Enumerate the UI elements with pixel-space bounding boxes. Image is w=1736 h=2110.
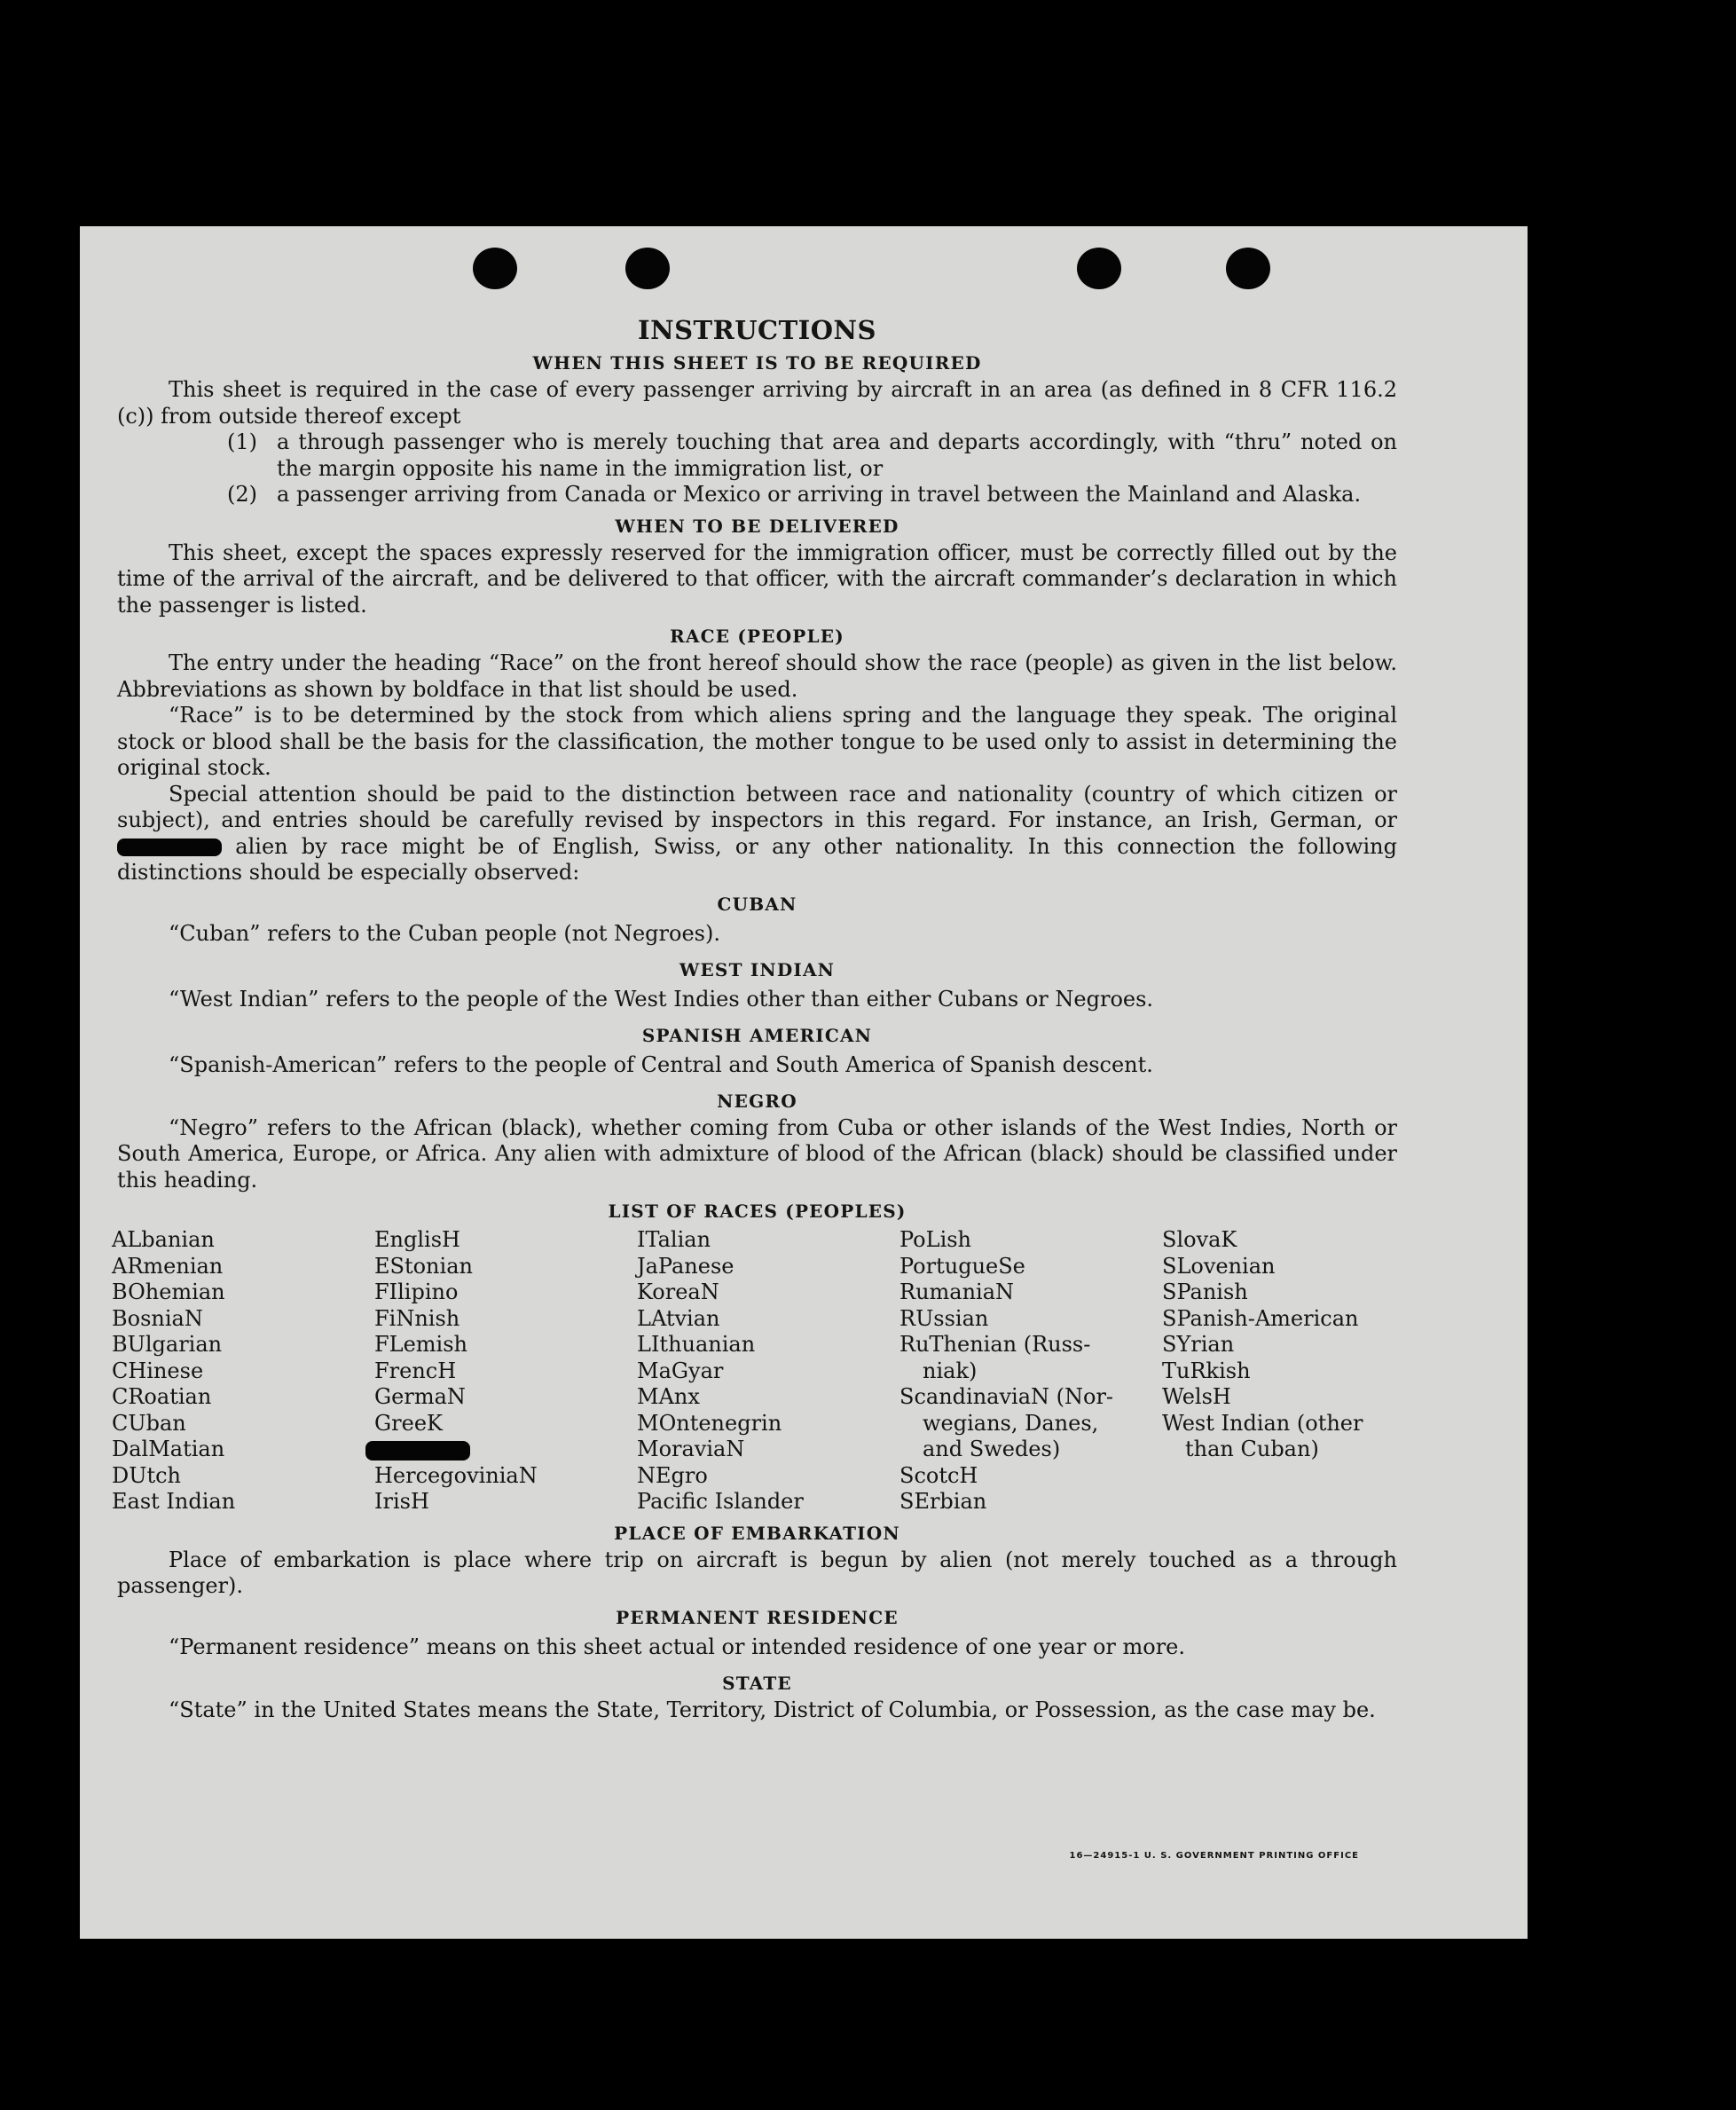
race-entry: LAtvian xyxy=(637,1305,720,1331)
race-entry: MAnx xyxy=(637,1384,700,1409)
exception-text: a through passenger who is merely touching that area and departs accordingly, with “thru” noted on the margin opposite his name in the immigration list, or xyxy=(277,429,1397,481)
race-entry: BosniaN xyxy=(112,1305,203,1331)
when-required-intro: This sheet is required in the case of every passenger arriving by aircraft in an area (as defined in 8 CFR 116.2 (c)) from outside thereof except xyxy=(117,377,1397,429)
races-grid xyxy=(112,1227,1397,1516)
heading-permanent-residence: PERMANENT RESIDENCE xyxy=(616,1606,899,1628)
race-entry: BUlgarian xyxy=(112,1332,223,1357)
redaction-mark xyxy=(365,1441,470,1460)
race-entry: SlovaK xyxy=(1162,1227,1237,1252)
races-column xyxy=(899,1227,1162,1516)
cuban-definition: “Cuban” refers to the Cuban people (not Negroes). xyxy=(169,920,720,946)
heading-state: STATE xyxy=(722,1672,792,1694)
heading-negro: NEGRO xyxy=(717,1090,797,1112)
race-entry-continuation: niak) xyxy=(923,1358,978,1383)
race-entry: SPanish-American xyxy=(1162,1305,1359,1331)
west-indian-definition: “West Indian” refers to the people of the West Indies other than either Cubans or Negroes. xyxy=(169,986,1154,1012)
race-entry: East Indian xyxy=(112,1489,236,1514)
race-entry: SPanish xyxy=(1162,1279,1248,1304)
race-entry: DalMatian xyxy=(112,1437,225,1461)
exception-text: a passenger arriving from Canada or Mexico or arriving in travel between the Mainland and Alaska. xyxy=(277,482,1362,507)
race-entry: PortugueSe xyxy=(899,1253,1025,1279)
race-entry: RUssian xyxy=(899,1305,989,1331)
race-entry: NEgro xyxy=(637,1462,708,1488)
race-entry: CRoatian xyxy=(112,1384,212,1409)
race-entry: WelsH xyxy=(1162,1384,1231,1409)
negro-definition: “Negro” refers to the African (black), whether coming from Cuba or other islands of the West Indies, North or South America, Europe, or Africa. Any alien with admixture of blood of the African (black) should be classified under this heading. xyxy=(117,1114,1397,1193)
race-entry: West Indian (other xyxy=(1162,1410,1363,1436)
races-column xyxy=(112,1227,374,1516)
race-entry: ScotcH xyxy=(899,1462,978,1488)
race-entry: CUban xyxy=(112,1410,186,1436)
punch-hole xyxy=(1226,248,1270,289)
race-entry: EnglisH xyxy=(374,1227,460,1252)
race-entry-redacted xyxy=(374,1437,637,1463)
race-paragraph-1: The entry under the heading “Race” on the front hereof should show the race (people) as given in the list below. Abbreviations as shown by boldface in that list should be used. xyxy=(117,650,1397,702)
race-entry: PoLish xyxy=(899,1227,972,1252)
race-entry: FiNnish xyxy=(374,1305,460,1331)
heading-cuban: CUBAN xyxy=(717,893,797,915)
race-entry: SErbian xyxy=(899,1489,987,1514)
heading-spanish-american: SPANISH AMERICAN xyxy=(641,1024,873,1046)
redaction-mark xyxy=(117,838,222,856)
race-entry: MaGyar xyxy=(637,1358,724,1383)
punch-hole xyxy=(473,248,517,289)
races-column xyxy=(1162,1227,1425,1516)
race-entry: GreeK xyxy=(374,1410,443,1436)
embarkation-definition: Place of embarkation is place where trip on aircraft is begun by alien (not merely touched as a through passenger). xyxy=(117,1547,1397,1598)
exception-number: (1) xyxy=(227,429,257,454)
race-paragraph-3-end: alien by race might be of English, Swiss, or any other nationality. In this connection the following distinctions should be especially observed: xyxy=(117,833,1397,885)
spanish-american-definition: “Spanish-American” refers to the people of Central and South America of Spanish descent. xyxy=(169,1051,1153,1077)
heading-when-required: WHEN THIS SHEET IS TO BE REQUIRED xyxy=(532,352,982,374)
race-entry-continuation: than Cuban) xyxy=(1185,1437,1319,1461)
race-entry: CHinese xyxy=(112,1358,204,1383)
document-body xyxy=(112,315,1397,1723)
race-entry: SLovenian xyxy=(1162,1253,1276,1279)
race-entry: FLemish xyxy=(374,1332,467,1357)
heading-west-indian: WEST INDIAN xyxy=(679,958,836,980)
document-title: INSTRUCTIONS xyxy=(638,315,876,345)
race-entry: KoreaN xyxy=(637,1279,719,1304)
race-entry: IrisH xyxy=(374,1489,429,1514)
race-paragraph-3-start: Special attention should be paid to the distinction between race and nationality (country of which citizen or subject), and entries should be carefully revised by inspectors in this regard. For instance, an Irish, German, or xyxy=(117,781,1397,832)
race-entry: RuThenian (Russ- xyxy=(899,1332,1091,1357)
race-entry: Pacific Islander xyxy=(637,1489,804,1514)
race-entry: SYrian xyxy=(1162,1332,1235,1357)
race-entry: FrencH xyxy=(374,1358,457,1383)
residence-definition: “Permanent residence” means on this sheet actual or intended residence of one year or more. xyxy=(169,1634,1185,1659)
race-entry: DUtch xyxy=(112,1462,182,1488)
race-entry: MoraviaN xyxy=(637,1437,745,1461)
race-entry: ITalian xyxy=(637,1227,711,1252)
race-entry: GermaN xyxy=(374,1384,466,1409)
race-entry: LIthuanian xyxy=(637,1332,756,1357)
race-paragraph-2: “Race” is to be determined by the stock from which aliens spring and the language they speak. The original stock or blood shall be the basis for the classification, the mother tongue to be used only to assist in determining the original stock. xyxy=(117,703,1397,780)
heading-race: RACE (PEOPLE) xyxy=(670,626,844,647)
heading-embarkation: PLACE OF EMBARKATION xyxy=(614,1522,900,1544)
exception-number: (2) xyxy=(227,482,257,507)
punch-hole xyxy=(1077,248,1121,289)
race-entry: MOntenegrin xyxy=(637,1410,782,1436)
races-column xyxy=(374,1227,637,1516)
when-delivered-text: This sheet, except the spaces expressly reserved for the immigration officer, must be correctly filled out by the time of the arrival of the aircraft, and be delivered to that officer, with the aircraft commander’s declaration in which the passenger is listed. xyxy=(117,539,1397,618)
race-entry: EStonian xyxy=(374,1253,473,1279)
printer-imprint: 16—24915-1 U. S. GOVERNMENT PRINTING OFFICE xyxy=(1069,1851,1359,1861)
instruction-sheet xyxy=(80,226,1528,1939)
race-entry-continuation: wegians, Danes, xyxy=(923,1410,1099,1436)
race-entry: JaPanese xyxy=(637,1253,734,1279)
exception-item xyxy=(227,429,1397,482)
race-entry: RumaniaN xyxy=(899,1279,1015,1304)
race-entry: FIlipino xyxy=(374,1279,459,1304)
races-column xyxy=(637,1227,899,1516)
heading-races-list: LIST OF RACES (PEOPLES) xyxy=(608,1201,907,1222)
race-entry: ARmenian xyxy=(112,1253,224,1279)
exception-list xyxy=(227,429,1397,508)
race-entry: TuRkish xyxy=(1162,1358,1251,1383)
punch-hole xyxy=(625,248,670,289)
race-paragraph-3 xyxy=(117,782,1397,886)
exception-item xyxy=(227,482,1397,508)
race-entry: ALbanian xyxy=(112,1227,215,1252)
heading-when-delivered: WHEN TO BE DELIVERED xyxy=(615,515,899,537)
state-definition: “State” in the United States means the State, Territory, District of Columbia, or Possession, as the case may be. xyxy=(169,1697,1376,1722)
race-entry: ScandinaviaN (Nor- xyxy=(899,1384,1114,1409)
race-entry: HercegoviniaN xyxy=(374,1462,538,1488)
race-entry: BOhemian xyxy=(112,1279,225,1304)
race-entry-continuation: and Swedes) xyxy=(923,1437,1061,1461)
